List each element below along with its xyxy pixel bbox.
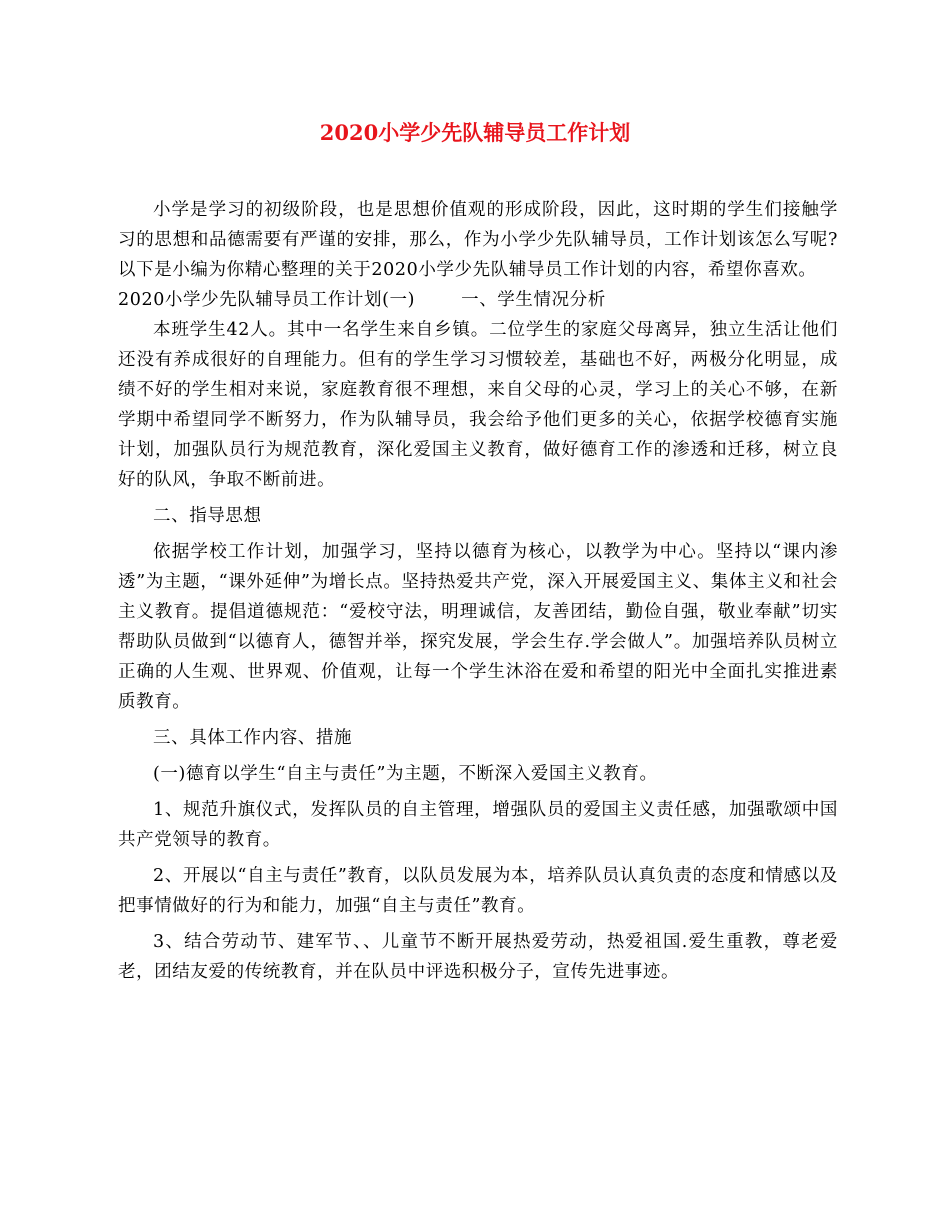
list-item: 3、结合劳动节、建军节、、儿童节不断开展热爱劳动，热爱祖国.爱生重教，尊老爱老，团结友爱的传统教育，并在队员中评选积极分子，宣传先进事迹。 [118,932,838,982]
document-body [118,195,838,987]
list-item: 1、规范升旗仪式，发挥队员的自主管理，增强队员的爱国主义责任感，加强歌颂中国共产党领导的教育。 [118,800,838,850]
section3-heading: 三、具体工作内容、措施 [153,728,353,748]
section1-heading: 一、学生情况分析 [461,290,606,310]
list-item: 2、开展以“自主与责任”教育，以队员发展为本，培养队员认真负责的态度和情感以及把事情做好的行为和能力，加强“自主与责任”教育。 [118,866,838,916]
intro-paragraph: 小学是学习的初级阶段，也是思想价值观的形成阶段，因此，这时期的学生们接触学习的思想和品德需要有严谨的安排，那么，作为小学少先队辅导员，工作计划该怎么写呢?以下是小编为你精心整理的关于2020小学少先队辅导员工作计划的内容，希望你喜欢。 [118,200,838,280]
plan-heading-line [118,285,838,315]
document-title: 2020小学少先队辅导员工作计划 [319,120,631,145]
section3-subheading: (一)德育以学生“自主与责任”为主题，不断深入爱国主义教育。 [153,764,658,784]
section2-paragraph: 依据学校工作计划，加强学习，坚持以德育为核心，以教学为中心。坚持以“课内渗透”为主题，“课外延伸”为增长点。坚持热爱共产党，深入开展爱国主义、集体主义和社会主义教育。提倡道德规范：“爱校守法，明理诚信，友善团结，勤俭自强，敬业奉献”切实帮助队员做到“以德育人，德智并举，探究发展，学会生存.学会做人”。加强培养队员树立正确的人生观、世界观、价值观，让每一个学生沐浴在爱和希望的阳光中全面扎实推进素质教育。 [118,542,838,712]
section2-heading: 二、指导思想 [153,506,262,526]
plan-heading: 2020小学少先队辅导员工作计划(一) [118,290,416,310]
section1-paragraph: 本班学生42人。其中一名学生来自乡镇。二位学生的家庭父母离异，独立生活让他们还没有养成很好的自理能力。但有的学生学习习惯较差，基础也不好，两极分化明显，成绩不好的学生相对来说，家庭教育很不理想，来自父母的心灵，学习上的关心不够，在新学期中希望同学不断努力，作为队辅导员，我会给予他们更多的关心，依据学校德育实施计划，加强队员行为规范教育，深化爱国主义教育，做好德育工作的渗透和迁移，树立良好的队风，争取不断前进。 [118,320,838,490]
